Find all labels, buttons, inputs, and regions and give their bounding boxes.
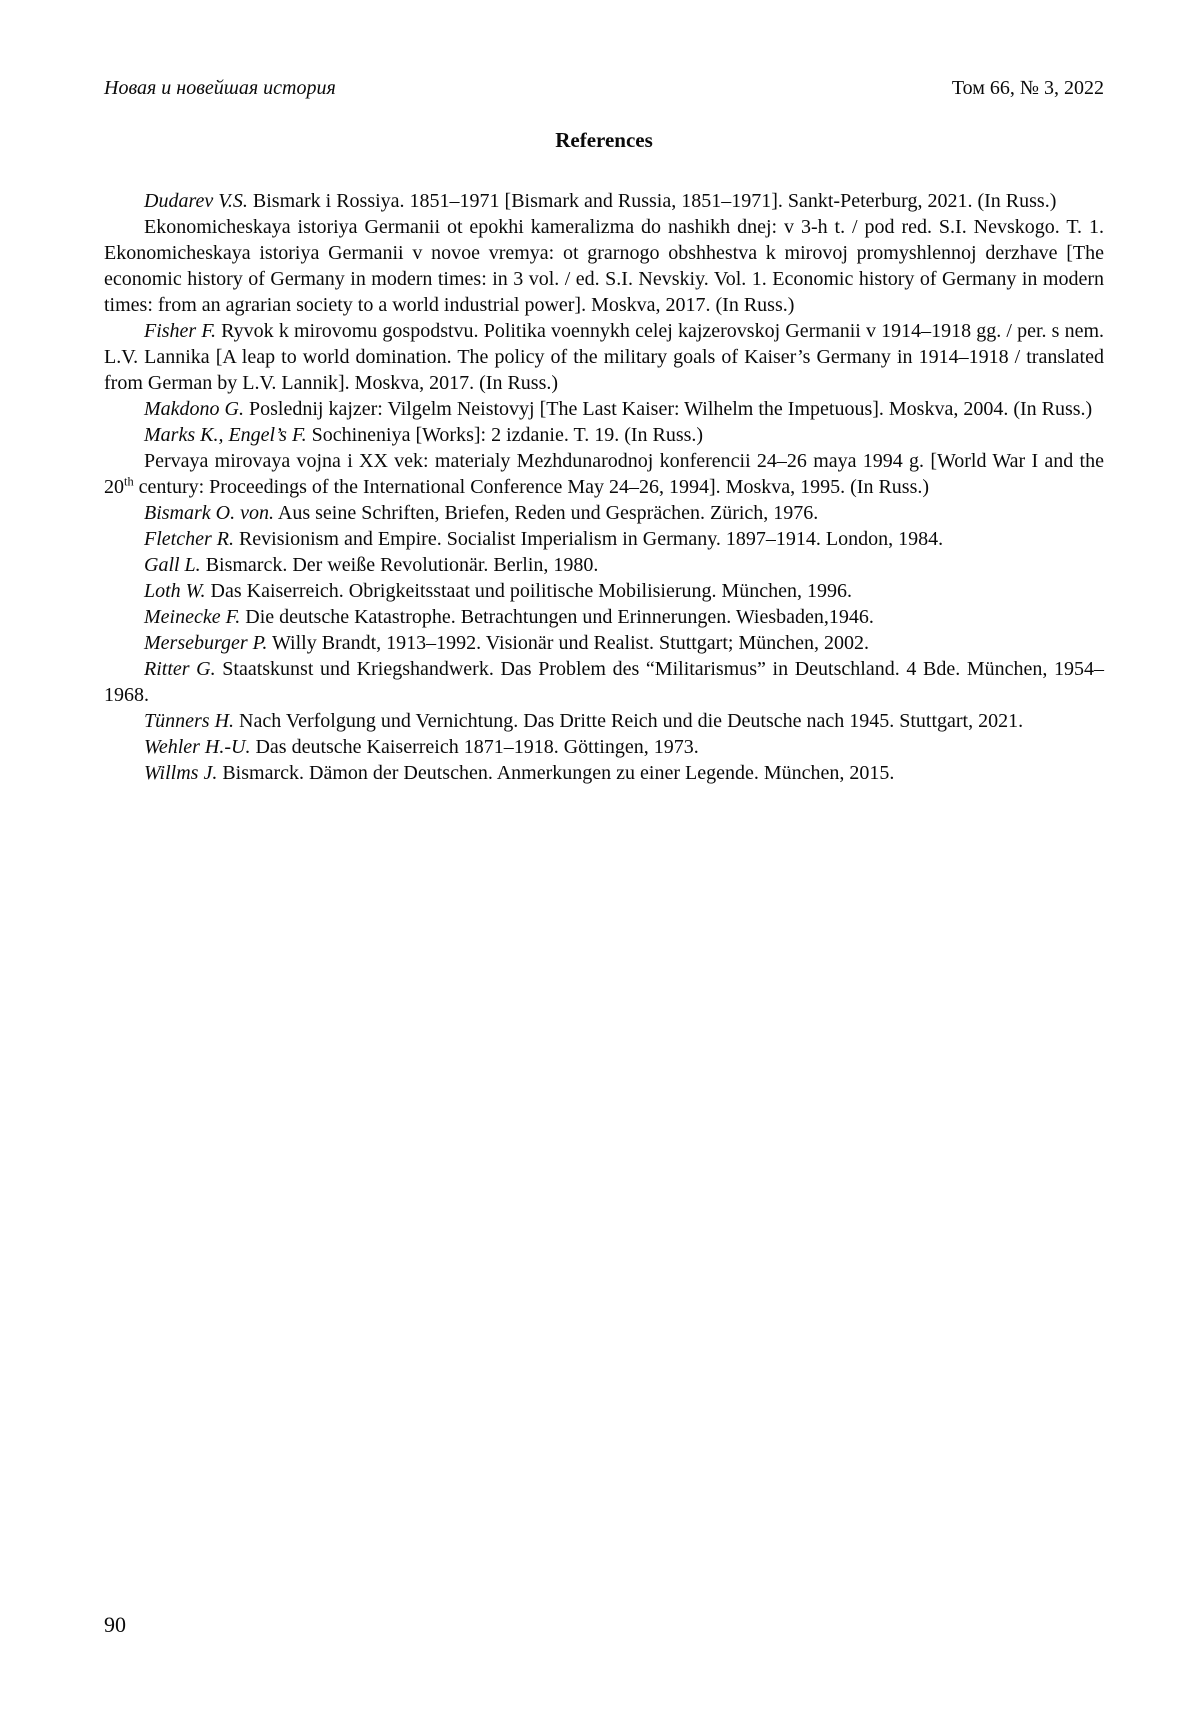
reference-entry [104,604,1104,630]
reference-author: Merseburger P. [144,632,268,654]
reference-entry [104,214,1104,318]
reference-text: Poslednij kajzer: Vilgelm Neistovyj [The Last Kaiser: Wilhelm the Impetuous]. Moskva, 2004. (In Russ.) [243,398,1093,420]
reference-text: Willy Brandt, 1913–1992. Visionär und Realist. Stuttgart; München, 2002. [267,632,869,654]
reference-text: Sochineniya [Works]: 2 izdanie. T. 19. (In Russ.) [306,424,704,446]
reference-text: century: Proceedings of the International Conference May 24–26, 1994]. Moskva, 1995. (In Russ.) [133,476,930,498]
reference-author: Dudarev V.S. [144,190,248,212]
reference-entry [104,396,1104,422]
reference-author: Fisher F. [144,320,216,342]
reference-text: Bismark i Rossiya. 1851–1971 [Bismark and Russia, 1851–1971]. Sankt-Peterburg, 2021. (In Russ.) [247,190,1057,212]
reference-author: Makdono G. [144,398,244,420]
reference-author: Meinecke F. [144,606,241,628]
reference-author: Wehler H.-U. [144,736,251,758]
reference-text: Ryvok k mirovomu gospodstvu. Politika voennykh celej kajzerovskoj Germanii v 1914–1918 gg. / per. s nem. L.V. Lannika [A leap to world domination. The policy of the military goals of Kaiser’s Germany in 1914–1918 / translated from German by L.V. Lannik]. Moskva, 2017. (In Russ.) [104,320,1104,394]
reference-text: Das deutsche Kaiserreich 1871–1918. Göttingen, 1973. [250,736,699,758]
reference-entry [104,188,1104,214]
reference-text: Revisionism and Empire. Socialist Imperialism in Germany. 1897–1914. London, 1984. [233,528,944,550]
references-list [104,188,1104,786]
reference-text: Aus seine Schriften, Briefen, Reden und Gesprächen. Zürich, 1976. [273,502,819,524]
reference-entry [104,422,1104,448]
reference-entry [104,318,1104,396]
reference-author: Fletcher R. [144,528,234,550]
reference-text: Bismarck. Dämon der Deutschen. Anmerkungen zu einer Legende. München, 2015. [217,762,895,784]
reference-entry [104,734,1104,760]
page-number: 90 [104,1612,126,1637]
section-title: References [555,128,653,152]
reference-text: Bismarck. Der weiße Revolutionär. Berlin, 1980. [200,554,599,576]
reference-author: Bismark O. von. [144,502,274,524]
reference-entry [104,500,1104,526]
reference-entry [104,448,1104,500]
reference-author: Ritter G. [144,658,216,680]
reference-entry [104,708,1104,734]
reference-entry [104,552,1104,578]
reference-entry [104,526,1104,552]
page-content [104,0,1104,786]
issue-info: Том 66, № 3, 2022 [951,77,1104,99]
reference-author: Marks K., Engel’s F. [144,424,307,446]
reference-entry [104,578,1104,604]
reference-text: Staatskunst und Kriegshandwerk. Das Problem des “Militarismus” in Deutschland. 4 Bde. München, 1954–1968. [104,658,1105,706]
reference-text: Pervaya mirovaya vojna i XX vek: materialy Mezhdunarodnoj konferencii 24–26 maya 1994 g. [World War I and the 20 [104,450,1104,498]
reference-author: Tünners H. [144,710,235,732]
superscript-ordinal: th [124,474,134,489]
reference-entry [104,630,1104,656]
reference-entry [104,760,1104,786]
journal-title: Новая и новейшая история [104,77,336,99]
reference-text: Ekonomicheskaya istoriya Germanii ot epokhi kameralizma do nashikh dnej: v 3-h t. / pod red. S.I. Nevskogo. T. 1. Ekonomicheskaya istoriya Germanii v novoe vremya: ot grarnogo obshhestva k mirovoj promyshlennoj derzhave [The economic history of Germany in modern times: in 3 vol. / ed. S.I. Nevskiy. Vol. 1. Economic history of Germany in modern times: from an agrarian society to a world industrial power]. Moskva, 2017. (In Russ.) [104,216,1104,316]
reference-text: Das Kaiserreich. Obrigkeitsstaat und poilitische Mobilisierung. München, 1996. [205,580,853,602]
reference-author: Gall L. [144,554,201,576]
reference-text: Nach Verfolgung und Vernichtung. Das Dritte Reich und die Deutsche nach 1945. Stuttgart, 2021. [234,710,1024,732]
reference-author: Loth W. [144,580,206,602]
running-head [104,76,1104,100]
reference-author: Willms J. [144,762,218,784]
reference-text: Die deutsche Katastrophe. Betrachtungen und Erinnerungen. Wiesbaden,1946. [240,606,874,628]
reference-entry [104,656,1104,708]
